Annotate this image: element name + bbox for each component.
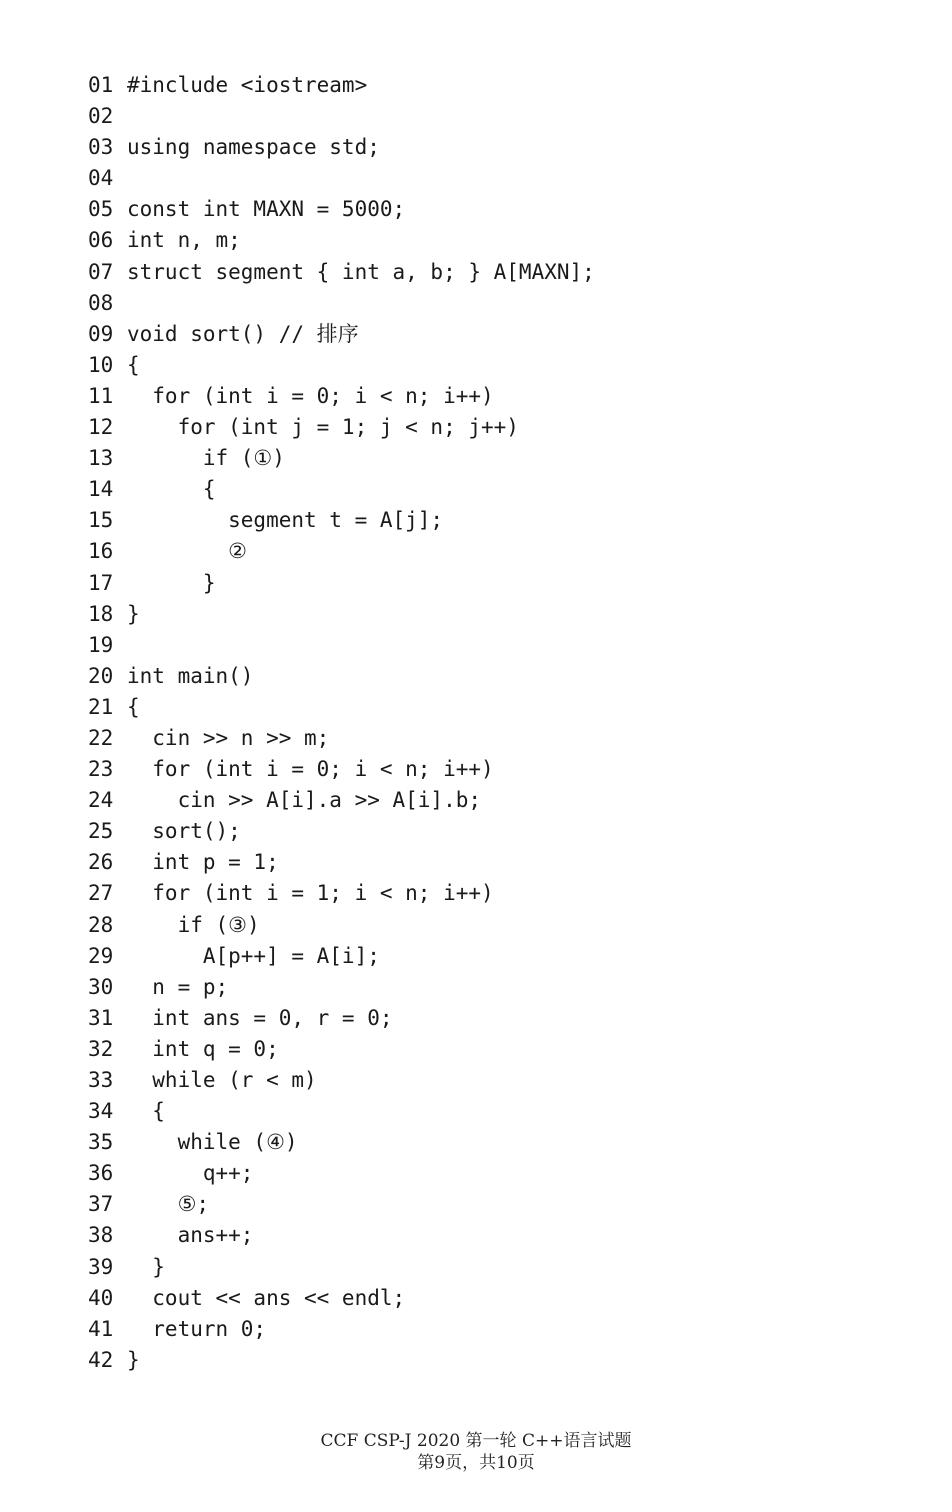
code-line [88, 101, 595, 132]
line-number: 08 [88, 290, 114, 315]
code-line [88, 381, 595, 412]
line-number: 21 [88, 694, 114, 719]
footer-title: CCF CSP-J 2020 第一轮 C++语言试题 [320, 1431, 632, 1451]
line-number: 15 [88, 508, 114, 533]
line-number: 22 [88, 725, 114, 750]
line-number: 07 [88, 259, 114, 284]
line-number: 37 [88, 1192, 114, 1217]
code-line [88, 692, 595, 723]
code-line [88, 723, 595, 754]
line-code: cin >> n >> m; [127, 725, 330, 750]
code-line [88, 1065, 595, 1096]
line-number: 41 [88, 1316, 114, 1341]
line-code: return 0; [127, 1316, 267, 1341]
code-line [88, 878, 595, 909]
code-line [88, 194, 595, 225]
line-code: int q = 0; [127, 1036, 279, 1061]
line-code: { [127, 477, 216, 502]
line-code: int n, m; [127, 228, 241, 253]
line-code: struct segment { int a, b; } A[MAXN]; [127, 259, 595, 284]
line-code: while (r < m) [127, 1068, 317, 1092]
code-line [88, 1127, 595, 1158]
line-code: for (int i = 1; i < n; i++) [127, 881, 494, 906]
line-code: } [127, 601, 140, 626]
code-line [88, 1158, 595, 1189]
line-code: { [127, 1099, 165, 1124]
line-number: 19 [88, 632, 114, 657]
line-number: 42 [88, 1347, 114, 1372]
code-line [88, 257, 595, 288]
code-line [88, 661, 595, 692]
line-code: ⑤; [127, 1192, 210, 1217]
code-line [88, 630, 595, 661]
code-line [88, 288, 595, 319]
line-number: 23 [88, 757, 114, 782]
code-line [88, 70, 595, 101]
code-line [88, 412, 595, 443]
code-line [88, 132, 595, 163]
line-code: using namespace std; [127, 135, 380, 160]
line-number: 12 [88, 415, 114, 440]
code-line [88, 1034, 595, 1065]
line-code: } [127, 1254, 165, 1279]
line-code: #include <iostream> [127, 73, 368, 97]
line-number: 36 [88, 1161, 114, 1186]
line-code: while (④) [127, 1130, 298, 1155]
line-code: if (③) [127, 912, 260, 937]
code-line [88, 1283, 595, 1314]
line-number: 01 [88, 73, 114, 97]
code-line [88, 568, 595, 599]
code-line [88, 443, 595, 474]
code-line [88, 599, 595, 630]
code-line [88, 1314, 595, 1345]
line-number: 29 [88, 943, 114, 968]
line-number: 06 [88, 228, 114, 253]
line-number: 04 [88, 166, 114, 191]
line-code: ans++; [127, 1223, 254, 1248]
line-number: 20 [88, 663, 114, 688]
line-number: 09 [88, 321, 114, 346]
line-code: { [127, 694, 140, 719]
line-number: 33 [88, 1068, 114, 1092]
code-line [88, 941, 595, 972]
line-code: int main() [127, 663, 254, 688]
line-number: 16 [88, 539, 114, 564]
code-line [88, 505, 595, 536]
footer-page-number: 第9页，共10页 [417, 1453, 535, 1473]
line-number: 25 [88, 819, 114, 844]
line-code: const int MAXN = 5000; [127, 197, 406, 222]
line-code: } [127, 1347, 140, 1372]
line-number: 38 [88, 1223, 114, 1248]
line-number: 27 [88, 881, 114, 906]
line-number: 30 [88, 974, 114, 999]
line-number: 10 [88, 352, 114, 377]
code-line [88, 1096, 595, 1127]
line-code: for (int j = 1; j < n; j++) [127, 415, 519, 440]
code-line [88, 910, 595, 941]
line-code: } [127, 570, 216, 595]
line-code: for (int i = 0; i < n; i++) [127, 383, 494, 408]
line-number: 13 [88, 446, 114, 471]
code-line [88, 1345, 595, 1376]
line-number: 18 [88, 601, 114, 626]
line-number: 39 [88, 1254, 114, 1279]
code-line [88, 754, 595, 785]
line-code: cin >> A[i].a >> A[i].b; [127, 788, 482, 813]
line-number: 40 [88, 1285, 114, 1310]
code-line [88, 785, 595, 816]
code-listing [88, 70, 595, 1376]
line-code: int p = 1; [127, 850, 279, 875]
code-line [88, 1189, 595, 1220]
line-code: int ans = 0, r = 0; [127, 1005, 393, 1030]
line-number: 28 [88, 912, 114, 937]
line-number: 35 [88, 1130, 114, 1155]
line-number: 11 [88, 383, 114, 408]
code-line [88, 847, 595, 878]
line-code: sort(); [127, 819, 241, 844]
line-code: n = p; [127, 974, 229, 999]
code-line [88, 536, 595, 567]
code-line [88, 350, 595, 381]
code-line [88, 816, 595, 847]
line-code: A[p++] = A[i]; [127, 943, 380, 968]
code-line [88, 225, 595, 256]
line-code: for (int i = 0; i < n; i++) [127, 757, 494, 782]
line-number: 05 [88, 197, 114, 222]
line-number: 14 [88, 477, 114, 502]
line-code: void sort() // 排序 [127, 321, 359, 346]
line-code: ② [127, 539, 247, 564]
line-number: 26 [88, 850, 114, 875]
line-code: { [127, 352, 140, 377]
line-number: 02 [88, 104, 114, 129]
line-code: q++; [127, 1161, 254, 1186]
line-code: cout << ans << endl; [127, 1285, 406, 1310]
line-code: if (①) [127, 446, 285, 471]
line-number: 31 [88, 1005, 114, 1030]
code-line [88, 1003, 595, 1034]
line-number: 32 [88, 1036, 114, 1061]
line-number: 24 [88, 788, 114, 813]
line-number: 34 [88, 1099, 114, 1124]
line-number: 03 [88, 135, 114, 160]
code-line [88, 1252, 595, 1283]
code-line [88, 972, 595, 1003]
line-number: 17 [88, 570, 114, 595]
code-line [88, 163, 595, 194]
code-line [88, 1220, 595, 1251]
code-line [88, 474, 595, 505]
line-code: segment t = A[j]; [127, 508, 444, 533]
code-line [88, 319, 595, 350]
